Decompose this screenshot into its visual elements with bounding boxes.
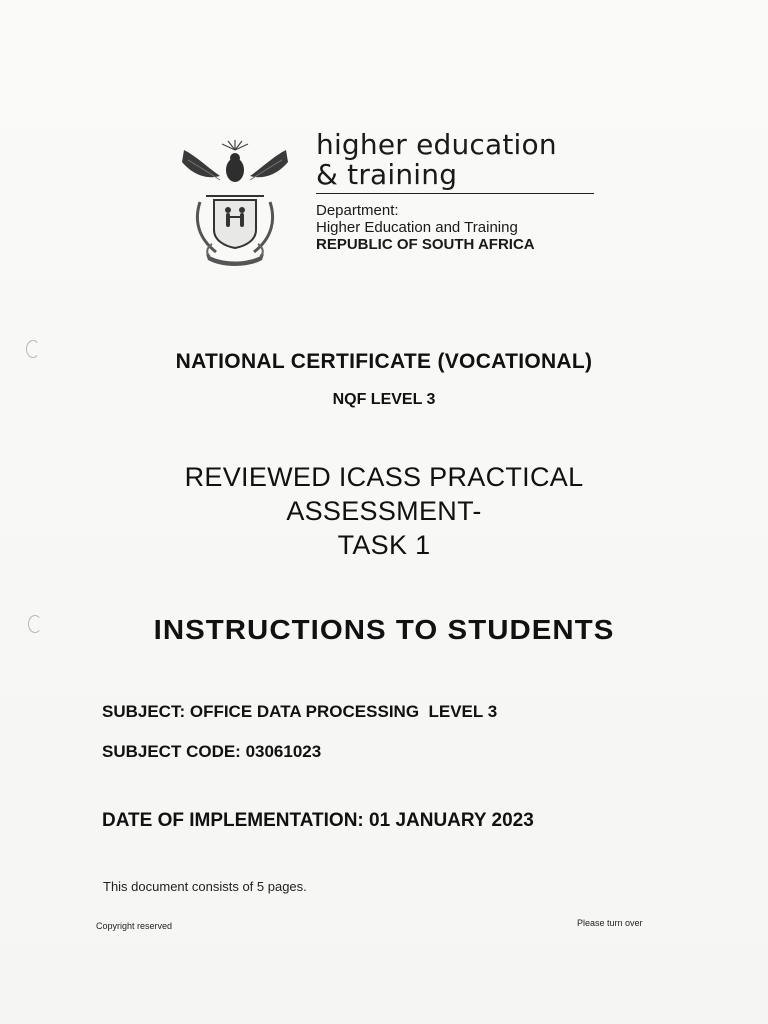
department-label: Department:: [316, 202, 399, 219]
turn-over-note: Please turn over: [577, 918, 643, 928]
assessment-title-line3: TASK 1: [337, 530, 431, 560]
nqf-level: NQF LEVEL 3: [332, 391, 436, 408]
copyright-note: Copyright reserved: [96, 921, 173, 931]
brand-divider: [316, 193, 594, 194]
subject-field: SUBJECT: OFFICE DATA PROCESSING LEVEL 3: [102, 702, 498, 721]
department-name: Higher Education and Training: [316, 219, 518, 236]
page-count-note: This document consists of 5 pages.: [103, 879, 307, 894]
coat-of-arms-icon: [176, 136, 294, 268]
department-branding: [316, 130, 606, 253]
instructions-heading: INSTRUCTIONS TO STUDENTS: [153, 614, 615, 645]
implementation-date-field: DATE OF IMPLEMENTATION: 01 JANUARY 2023: [102, 810, 534, 831]
subject-code-field: SUBJECT CODE: 03061023: [102, 742, 322, 761]
assessment-title-line2: ASSESSMENT-: [286, 496, 482, 526]
brand-title-line2: & training: [316, 158, 458, 191]
country-name: REPUBLIC OF SOUTH AFRICA: [316, 236, 535, 253]
assessment-title: [0, 460, 768, 562]
certificate-title: NATIONAL CERTIFICATE (VOCATIONAL): [175, 350, 593, 373]
assessment-title-line1: REVIEWED ICASS PRACTICAL: [184, 462, 584, 492]
brand-title-line1: higher education: [316, 128, 557, 161]
